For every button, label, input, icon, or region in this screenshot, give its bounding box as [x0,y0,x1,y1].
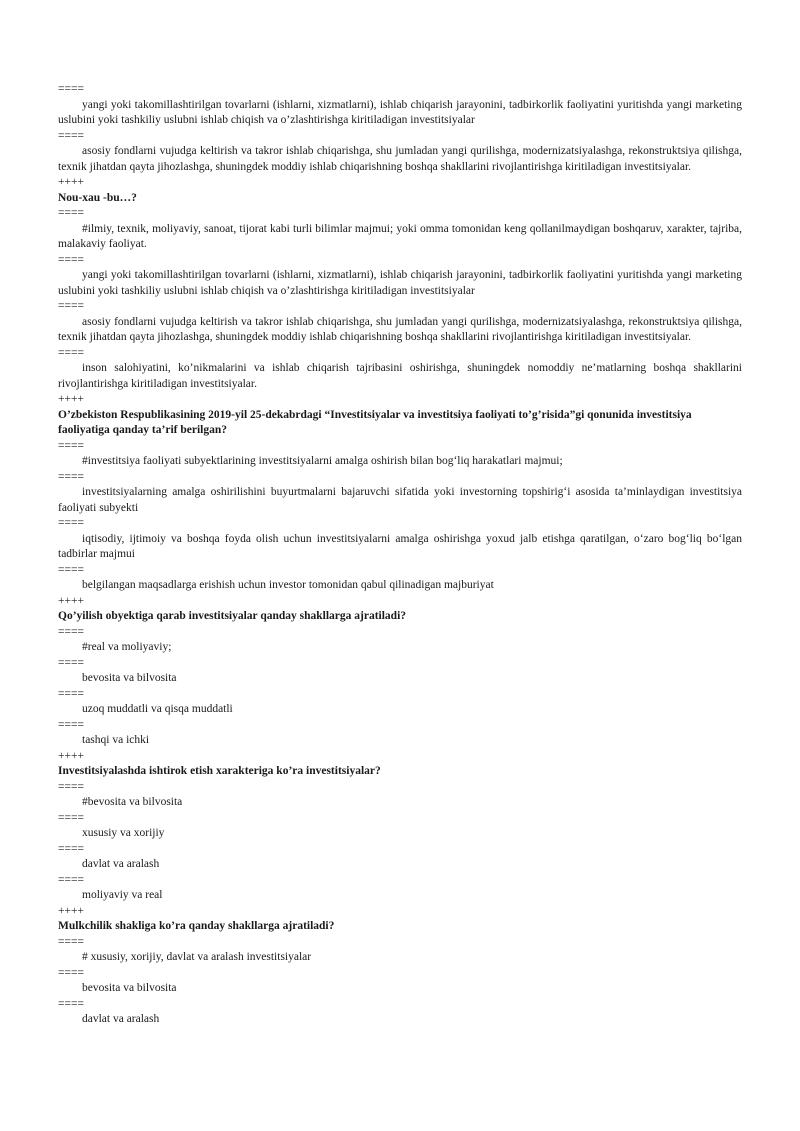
lead-answer [58,129,742,176]
answer-text: bevosita va bilvosita [82,982,177,994]
question-text: Nou-xau -bu…? [58,191,137,204]
answer-separator: ==== [58,83,84,95]
answer-text: davlat va aralash [82,858,160,870]
question-marker: ++++ [58,904,84,917]
answer-separator: ==== [58,656,84,669]
answer-separator: ==== [58,439,84,452]
answer-text: #bevosita va bilvosita [82,796,183,808]
question-marker: ++++ [58,594,84,607]
question-text: Mulkchilik shakliga ko’ra qanday shakllarga ajratiladi? [58,920,335,932]
answer-text: iqtisodiy, ijtimoiy va boshqa foyda olish uchun investitsiyalarni amalga oshirishga yoxud jalb etishga qaratilgan, o‘zaro bog‘liq bo‘lgan tadbirlar majmui [58,532,742,560]
answer-text: asosiy fondlarni vujudga keltirish va takror ishlab chiqarishga, shu jumladan yangi qurilishga, modernizatsiyalashga, rekonstruktsiya qilishga, texnik jihatdan qayta jihozlashga, shuningdek moddiy ishlab chiqarishning boshqa shakllarini rivojlantirishga kiritiladigan investitsiyalar. [58,145,742,173]
answer-text: tashqi va ichki [82,734,150,746]
answer-separator: ==== [58,718,84,731]
answer-text: yangi yoki takomillashtirilgan tovarlarni (ishlarni, xizmatlarni), ishlab chiqarish jarayonini, tadbirkorlik faoliyatini yuritishda yangi marketing uslubini yoki tashkiliy uslubni ishlab chiqish va o’zlashtirishga kiritiladigan investitsiyalar [58,98,742,126]
answer-separator: ==== [58,517,84,529]
answer-separator: ==== [58,687,84,700]
question-marker: ++++ [58,393,84,405]
answer-text: xususiy va xorijiy [82,827,165,839]
answer-separator: ==== [58,129,84,142]
answer-text: #real va moliyaviy; [82,641,172,653]
question-text: Qo’yilish obyektiga qarab investitsiyalar qanday shakllarga ajratiladi? [58,610,407,622]
answer-separator: ==== [58,346,84,359]
question-block [58,175,742,392]
question-marker: ++++ [58,176,84,188]
question-marker: ++++ [58,749,84,762]
answer-separator: ==== [58,966,84,979]
answer-separator: ==== [58,780,84,793]
answer-separator: ==== [58,935,84,948]
lead-answer [58,82,742,129]
question-block [58,749,742,904]
answer-text: davlat va aralash [82,1013,160,1025]
answer-text: investitsiyalarning amalga oshirilishini buyurtmalarni bajaruvchi sifatida yoki investorning topshirig‘i asosida ta’minlaydigan investitsiya faoliyati subyekti [58,486,742,514]
answer-separator: ==== [58,300,84,312]
document-page [58,82,742,1028]
answer-text: yangi yoki takomillashtirilgan tovarlarni (ishlarni, xizmatlarni), ishlab chiqarish jarayonini, tadbirkorlik faoliyatini yuritishda yangi marketing uslubini yoki tashkiliy uslubni ishlab chiqish va o’zlashtirishga kiritiladigan investitsiyalar [58,269,742,297]
answer-text: inson salohiyatini, ko’nikmalarini va ishlab chiqarish tajribasini oshirishga, shuningdek nomoddiy ne’matlarning boshqa shakllarini rivojlantirishga kiritiladigan investitsiyalar. [58,362,742,390]
answer-separator: ==== [58,253,84,266]
question-block [58,392,742,594]
answer-separator: ==== [58,207,84,219]
answer-text: belgilangan maqsadlarga erishish uchun investor tomonidan qabul qilinadigan majburiyat [82,579,494,591]
question-text: Investitsiyalashda ishtirok etish xarakteriga ko’ra investitsiyalar? [58,765,381,777]
question-block [58,904,742,1028]
answer-separator: ==== [58,873,84,886]
question-text: O’zbekiston Respublikasining 2019-yil 25-dekabrdagi “Investitsiyalar va investitsiya faoliyati to’g’risida”gi qonunida investitsiya faoliyatiga qanday ta’rif berilgan? [58,408,692,436]
answer-separator: ==== [58,842,84,855]
answer-text: bevosita va bilvosita [82,672,177,684]
answer-separator: ==== [58,811,84,824]
question-block [58,594,742,749]
answer-separator: ==== [58,563,84,576]
answer-separator: ==== [58,470,84,483]
answer-text: #ilmiy, texnik, moliyaviy, sanoat, tijorat kabi turli bilimlar majmui; yoki omma tomonidan keng qollanilmaydigan boshqaruv, xarakter, tajriba, malakaviy faoliyat. [58,222,742,250]
answer-text: uzoq muddatli va qisqa muddatli [82,703,233,715]
answer-text: # xususiy, xorijiy, davlat va aralash investitsiyalar [82,951,312,963]
answer-text: asosiy fondlarni vujudga keltirish va takror ishlab chiqarishga, shu jumladan yangi qurilishga, modernizatsiyalashga, rekonstruktsiya qilishga, texnik jihatdan qayta jihozlashga, shuningdek moddiy ishlab chiqarishning boshqa shakllarini rivojlantirishga kiritiladigan investitsiyalar. [58,315,742,343]
answer-text: #investitsiya faoliyati subyektlarining investitsiyalarni amalga oshirish bilan bog‘liq harakatlari majmui; [82,455,563,467]
answer-text: moliyaviy va real [82,889,163,901]
answer-separator: ==== [58,625,84,638]
answer-separator: ==== [58,997,84,1010]
